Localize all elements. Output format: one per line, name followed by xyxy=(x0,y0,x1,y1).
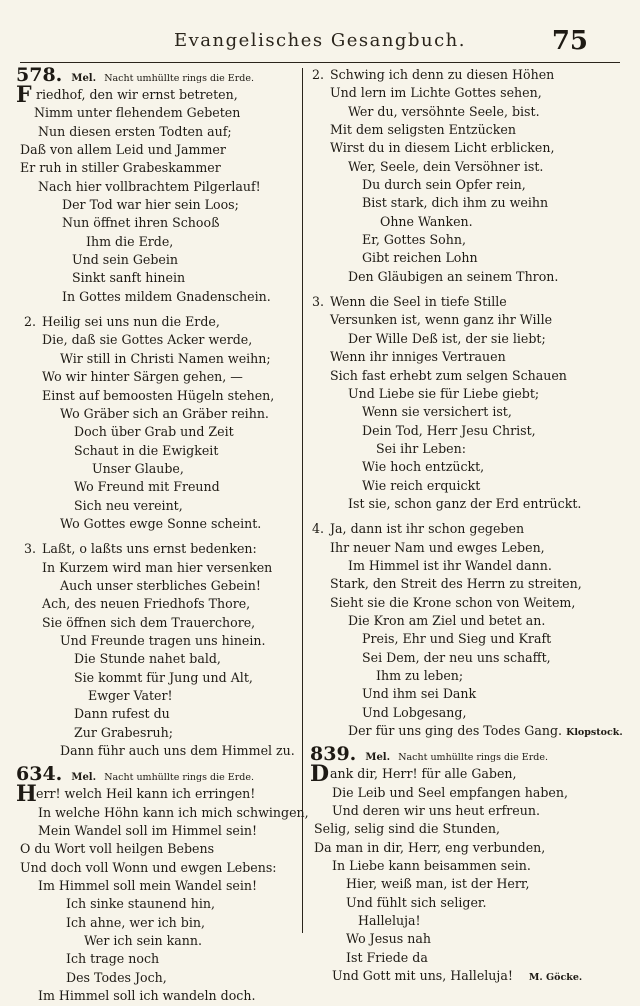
verse-line: Preis, Ehr und Sieg und Kraft xyxy=(362,631,552,647)
verse-line: Nun öffnet ihren Schooß xyxy=(62,215,220,231)
drop-cap: F xyxy=(16,82,32,108)
verse-line: Stark, den Streit des Herrn zu streiten, xyxy=(330,576,582,592)
verse-line: 4. Ja, dann ist ihr schon gegeben xyxy=(310,520,628,538)
page-header xyxy=(0,26,640,56)
verse-line: Wo wir hinter Särgen gehen, — xyxy=(42,369,243,385)
melody-text: Nacht umhüllte rings die Erde. xyxy=(104,772,254,784)
verse-line: Wir still in Christi Namen weihn; xyxy=(60,350,271,366)
verse-line: Und fühlt sich seliger. xyxy=(346,894,487,910)
verse-line: Wenn ihr inniges Vertrauen xyxy=(330,349,506,365)
verse-line: Ihm die Erde, xyxy=(86,233,174,249)
verse-line: Wirst du in diesem Licht erblicken, xyxy=(330,140,555,156)
verse-line: 3. Wenn die Seel in tiefe Stille xyxy=(310,293,628,311)
verse-line: Nimm unter flehendem Gebeten xyxy=(34,105,241,121)
left-column xyxy=(16,64,309,1006)
verse-line: Sie kommt für Jung und Alt, xyxy=(74,669,253,685)
verse-4 xyxy=(310,520,628,740)
verse-line: Ist Friede da xyxy=(346,949,428,965)
verse-line: Bist stark, dich ihm zu weihn xyxy=(362,195,549,211)
verse-line: Und ihm sei Dank xyxy=(362,686,477,702)
verse-line: Ihr neuer Nam und ewges Leben, xyxy=(330,539,545,555)
right-column xyxy=(310,64,628,986)
verse-line: Hier, weiß man, ist der Herr, xyxy=(346,876,530,892)
verse-line: Er ruh in stiller Grabeskammer xyxy=(20,160,221,176)
verse-line: Und doch voll Wonn und ewgen Lebens: xyxy=(20,859,277,875)
drop-cap: D xyxy=(310,761,330,788)
verse-line: Der Wille Deß ist, der sie liebt; xyxy=(348,330,546,346)
verse-line: 2. Heilig sei uns nun die Erde, xyxy=(16,313,298,331)
verse-line: 2. Schwing ich denn zu diesen Höhen xyxy=(310,66,628,84)
verse-line: Sieht sie die Krone schon von Weitem, xyxy=(330,594,576,610)
hymn-heading-839 xyxy=(310,743,628,765)
verse-line: Wer du, versöhnte Seele, bist. xyxy=(348,103,540,119)
verse-1 xyxy=(16,104,298,306)
verse-line: Dann rufest du xyxy=(74,706,170,722)
verse-line: Schaut in die Ewigkeit xyxy=(74,442,219,458)
verse-line: Da man in dir, Herr, eng verbunden, xyxy=(314,839,546,855)
verse-line: Ich sinke staunend hin, xyxy=(66,896,215,912)
verse-3 xyxy=(310,293,628,513)
hymn-number: 839. xyxy=(310,743,357,766)
melody-label: Mel. xyxy=(365,752,391,764)
hymn-first-line xyxy=(310,761,628,788)
verse-line: Du durch sein Opfer rein, xyxy=(362,177,526,193)
verse-line: Ihm zu leben; xyxy=(376,668,464,683)
hymn-first-line xyxy=(16,82,298,108)
verse-line: Ich ahne, wer ich bin, xyxy=(66,914,205,930)
first-line-text: riedhof, den wir ernst betreten, xyxy=(36,87,238,102)
running-title: Evangelisches Gesangbuch. xyxy=(174,30,466,51)
verse-line: Die Stunde nahet bald, xyxy=(74,651,221,667)
verse-line: Sich fast erhebt zum selgen Schauen xyxy=(330,367,567,383)
hymn-number: 634. xyxy=(16,763,63,786)
verse-number: 2. xyxy=(24,314,37,330)
verse-line: Halleluja! xyxy=(358,913,421,929)
verse-number: 3. xyxy=(24,541,37,557)
verse-line: Einst auf bemoosten Hügeln stehen, xyxy=(42,387,275,403)
first-line-text: err! welch Heil kann ich erringen! xyxy=(36,786,256,802)
melody-text: Nacht umhüllte rings die Erde. xyxy=(104,73,254,84)
verse-line: Ist sie, schon ganz der Erd entrückt. xyxy=(348,495,582,511)
verse-line: Der für uns ging des Todes Gang. Klopstock. xyxy=(348,723,623,739)
first-line-text: ank dir, Herr! für alle Gaben, xyxy=(330,766,517,782)
verse-line: Wo Gottes ewge Sonne scheint. xyxy=(60,515,262,531)
verse-line: Der Tod war hier sein Loos; xyxy=(62,197,239,213)
verse-line: Nach hier vollbrachtem Pilgerlauf! xyxy=(38,178,261,194)
verse-line: Wo Gräber sich an Gräber reihn. xyxy=(60,405,269,421)
verse-line: Die Kron am Ziel und betet an. xyxy=(348,612,546,628)
verse-line: Und lern im Lichte Gottes sehen, xyxy=(330,85,542,101)
verse-line: In Kurzem wird man hier versenken xyxy=(42,559,273,575)
verse-line: Sei Dem, der neu uns schafft, xyxy=(362,649,551,665)
verse-line: Wie reich erquickt xyxy=(362,477,481,493)
verse-line: Gibt reichen Lohn xyxy=(362,250,478,266)
hymn-number: 578. xyxy=(16,64,63,86)
verse-line: Und sein Gebein xyxy=(72,252,179,268)
verse-3 xyxy=(16,540,298,760)
verse-number: 3. xyxy=(312,294,325,310)
verse-line: Wenn sie versichert ist, xyxy=(362,404,512,420)
verse-line: Und Lobgesang, xyxy=(362,704,467,720)
hymn-first-line xyxy=(16,781,298,808)
verse-line: Nun diesen ersten Todten auf; xyxy=(38,123,232,139)
verse-2 xyxy=(16,313,298,533)
verse-line: In welche Höhn kann ich mich schwingen, xyxy=(38,804,309,820)
verse-line: Mein Wandel soll im Himmel sein! xyxy=(38,823,258,839)
verse-line: Ach, des neuen Friedhofs Thore, xyxy=(42,596,251,612)
page-number: 75 xyxy=(551,26,588,56)
verse-line: Auch unser sterbliches Gebein! xyxy=(60,577,261,593)
verse-line: Zur Grabesruh; xyxy=(74,724,173,740)
header-rule xyxy=(20,62,620,63)
verse-line: Sei ihr Leben: xyxy=(376,440,466,456)
verse-line: Sich neu vereint, xyxy=(74,497,183,513)
verse-line: Wo Freund mit Freund xyxy=(74,479,220,495)
drop-cap: H xyxy=(16,781,37,808)
verse-line: Dein Tod, Herr Jesu Christ, xyxy=(362,422,536,438)
verse-line: Unser Glaube, xyxy=(92,460,184,476)
verse-line: Und Liebe sie für Liebe giebt; xyxy=(348,385,540,401)
verse-line: 3. Laßt, o laßts uns ernst bedenken: xyxy=(16,540,298,558)
verse-1 xyxy=(310,784,628,986)
verse-line: Des Todes Joch, xyxy=(66,969,167,985)
verse-line: Wer, Seele, dein Versöhner ist. xyxy=(348,158,544,174)
verse-line: Die, daß sie Gottes Acker werde, xyxy=(42,332,253,348)
verse-line: Ich trage noch xyxy=(66,951,160,967)
verse-line: In Liebe kann beisammen sein. xyxy=(332,858,531,874)
verse-line: Und Freunde tragen uns hinein. xyxy=(60,632,266,648)
melody-label: Mel. xyxy=(71,73,97,84)
hymn-heading-634 xyxy=(16,763,298,785)
verse-line: Wie hoch entzückt, xyxy=(362,459,485,475)
melody-text: Nacht umhüllte rings die Erde. xyxy=(398,752,548,764)
verse-line: Im Himmel soll ich wandeln doch. xyxy=(38,988,256,1004)
hymn-heading-578 xyxy=(16,64,298,86)
verse-line: Sie öffnen sich dem Trauerchore, xyxy=(42,614,256,630)
verse-line: Selig, selig sind die Stunden, xyxy=(314,821,500,837)
verse-line: Daß von allem Leid und Jammer xyxy=(20,142,226,158)
verse-line: Den Gläubigen an seinem Thron. xyxy=(348,268,559,284)
verse-line: Versunken ist, wenn ganz ihr Wille xyxy=(330,312,553,328)
verse-line: Im Himmel ist ihr Wandel dann. xyxy=(348,557,552,573)
author-attribution: M. Göcke. xyxy=(528,972,583,984)
verse-1 xyxy=(16,804,309,1006)
melody-label: Mel. xyxy=(71,772,97,784)
verse-line: In Gottes mildem Gnadenschein. xyxy=(62,288,271,304)
verse-number: 2. xyxy=(312,67,325,82)
verse-line: O du Wort voll heilgen Bebens xyxy=(20,841,215,857)
verse-line: Dann führ auch uns dem Himmel zu. xyxy=(60,743,295,759)
verse-line: Im Himmel soll mein Wandel sein! xyxy=(38,878,258,894)
verse-line: Wer ich sein kann. xyxy=(84,933,203,949)
verse-line: Wo Jesus nah xyxy=(346,931,431,947)
verse-line: Mit dem seligsten Entzücken xyxy=(330,122,516,138)
verse-line: Und Gott mit uns, Halleluja! M. Göcke. xyxy=(332,968,583,984)
author-attribution: Klopstock. xyxy=(566,727,623,739)
verse-line: Ewger Vater! xyxy=(88,688,173,703)
verse-line: Er, Gottes Sohn, xyxy=(362,232,466,248)
verse-2 xyxy=(310,66,628,286)
verse-line: Sinkt sanft hinein xyxy=(72,270,186,286)
verse-line: Ohne Wanken. xyxy=(380,213,473,229)
verse-line: Die Leib und Seel empfangen haben, xyxy=(332,784,568,800)
verse-line: Doch über Grab und Zeit xyxy=(74,424,234,440)
verse-line: Und deren wir uns heut erfreun. xyxy=(332,803,540,819)
verse-number: 4. xyxy=(312,521,325,537)
